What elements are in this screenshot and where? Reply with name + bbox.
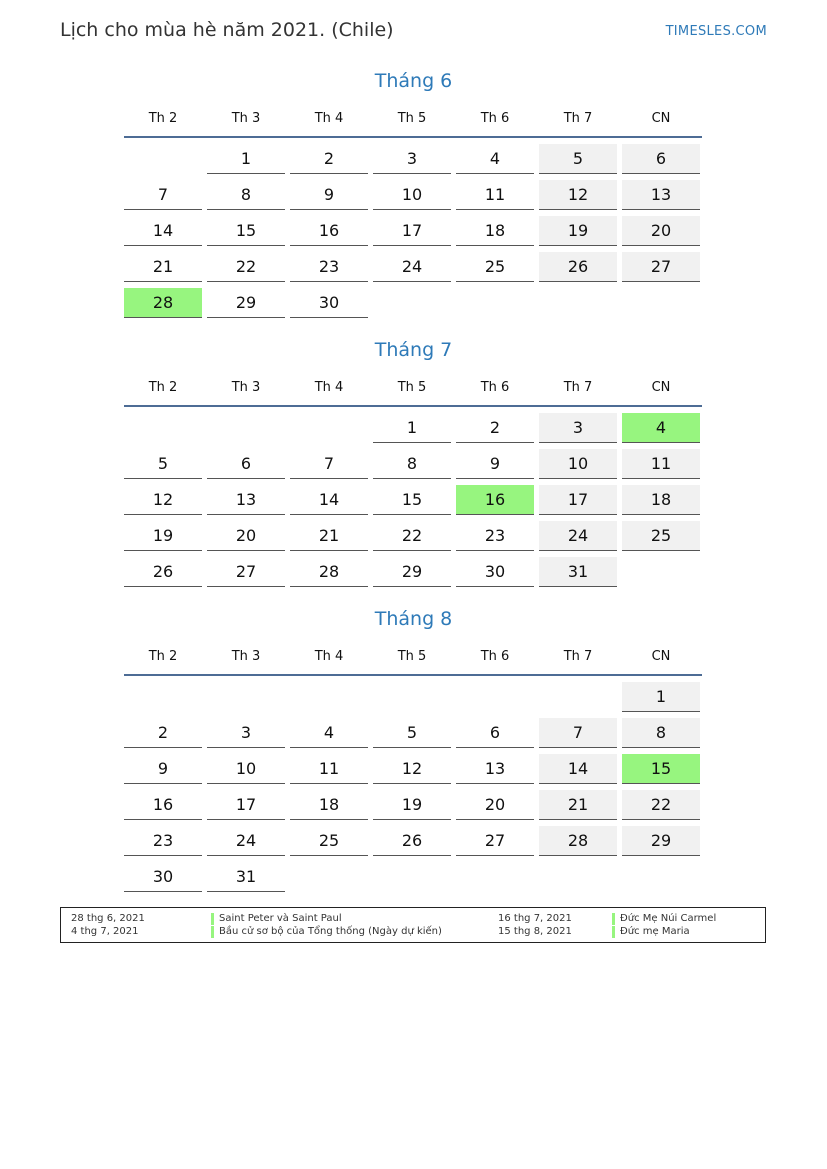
day-cell: 13 <box>207 485 285 515</box>
day-cell: 27 <box>456 826 534 856</box>
weekday-label: Th 6 <box>480 649 510 664</box>
day-cell: 30 <box>290 288 368 318</box>
day-cell: 18 <box>456 216 534 246</box>
day-cell: 13 <box>622 180 700 210</box>
weekday-label: Th 7 <box>563 380 593 395</box>
day-cell: 22 <box>373 521 451 551</box>
weekday-label: Th 6 <box>480 111 510 126</box>
weekday-label: Th 7 <box>563 649 593 664</box>
holiday-day-cell: 4 <box>622 413 700 443</box>
day-cell: 2 <box>290 144 368 174</box>
day-cell: 3 <box>207 718 285 748</box>
day-cell: 23 <box>290 252 368 282</box>
day-cell: 7 <box>539 718 617 748</box>
day-cell: 26 <box>539 252 617 282</box>
legend-holiday-name: Đức Mẹ Núi Carmel <box>612 913 716 925</box>
day-cell: 5 <box>539 144 617 174</box>
day-cell: 2 <box>456 413 534 443</box>
weekday-label: CN <box>651 649 671 664</box>
weekday-label: Th 5 <box>397 649 427 664</box>
month-title: Tháng 6 <box>374 70 453 92</box>
day-cell: 4 <box>456 144 534 174</box>
day-cell: 10 <box>539 449 617 479</box>
legend-row <box>61 913 765 926</box>
day-cell: 14 <box>290 485 368 515</box>
day-cell: 23 <box>456 521 534 551</box>
day-cell: 3 <box>373 144 451 174</box>
holiday-day-cell: 16 <box>456 485 534 515</box>
day-cell: 6 <box>456 718 534 748</box>
weekday-label: Th 2 <box>148 649 178 664</box>
weekday-label: Th 4 <box>314 649 344 664</box>
weekday-label: Th 2 <box>148 111 178 126</box>
day-cell: 24 <box>539 521 617 551</box>
day-cell: 12 <box>124 485 202 515</box>
day-cell: 11 <box>456 180 534 210</box>
day-cell: 25 <box>456 252 534 282</box>
day-cell: 14 <box>124 216 202 246</box>
day-cell: 14 <box>539 754 617 784</box>
day-cell: 20 <box>207 521 285 551</box>
day-cell: 7 <box>124 180 202 210</box>
day-cell: 16 <box>290 216 368 246</box>
day-cell: 1 <box>373 413 451 443</box>
day-cell: 31 <box>207 862 285 892</box>
day-cell: 1 <box>622 682 700 712</box>
day-cell: 26 <box>373 826 451 856</box>
day-cell: 19 <box>124 521 202 551</box>
page-title: Lịch cho mùa hè năm 2021. (Chile) <box>60 19 394 41</box>
day-cell: 26 <box>124 557 202 587</box>
weekday-label: Th 6 <box>480 380 510 395</box>
day-cell: 23 <box>124 826 202 856</box>
day-cell: 12 <box>539 180 617 210</box>
month-grid <box>124 144 702 318</box>
day-cell: 28 <box>539 826 617 856</box>
header-rule <box>124 136 702 138</box>
weekday-label: Th 4 <box>314 380 344 395</box>
weekday-header <box>124 376 702 400</box>
day-cell: 5 <box>124 449 202 479</box>
weekday-label: Th 4 <box>314 111 344 126</box>
weekday-label: Th 5 <box>397 111 427 126</box>
brand-link[interactable]: TIMESLES.COM <box>665 24 767 39</box>
day-cell: 12 <box>373 754 451 784</box>
weekday-label: CN <box>651 111 671 126</box>
day-cell: 21 <box>290 521 368 551</box>
day-cell: 19 <box>539 216 617 246</box>
day-cell: 3 <box>539 413 617 443</box>
day-cell: 25 <box>622 521 700 551</box>
day-cell: 22 <box>622 790 700 820</box>
day-cell: 24 <box>207 826 285 856</box>
day-cell: 27 <box>622 252 700 282</box>
month-grid <box>124 413 702 587</box>
day-cell: 9 <box>456 449 534 479</box>
day-cell: 30 <box>456 557 534 587</box>
legend-date: 28 thg 6, 2021 <box>71 913 145 924</box>
legend-date: 4 thg 7, 2021 <box>71 926 139 937</box>
day-cell: 22 <box>207 252 285 282</box>
day-cell: 6 <box>207 449 285 479</box>
day-cell: 2 <box>124 718 202 748</box>
day-cell: 9 <box>290 180 368 210</box>
weekday-label: Th 3 <box>231 111 261 126</box>
day-cell: 20 <box>622 216 700 246</box>
day-cell: 27 <box>207 557 285 587</box>
legend-date: 16 thg 7, 2021 <box>498 913 572 924</box>
day-cell: 19 <box>373 790 451 820</box>
day-cell: 15 <box>373 485 451 515</box>
day-cell: 18 <box>622 485 700 515</box>
legend-holiday-name: Đức mẹ Maria <box>612 926 690 938</box>
day-cell: 8 <box>373 449 451 479</box>
day-cell: 10 <box>373 180 451 210</box>
day-cell: 17 <box>373 216 451 246</box>
day-cell: 10 <box>207 754 285 784</box>
day-cell: 7 <box>290 449 368 479</box>
holiday-day-cell: 28 <box>124 288 202 318</box>
day-cell: 9 <box>124 754 202 784</box>
day-cell: 1 <box>207 144 285 174</box>
day-cell: 29 <box>622 826 700 856</box>
day-cell: 17 <box>207 790 285 820</box>
weekday-header <box>124 645 702 669</box>
day-cell: 13 <box>456 754 534 784</box>
day-cell: 11 <box>622 449 700 479</box>
day-cell: 15 <box>207 216 285 246</box>
weekday-label: Th 3 <box>231 649 261 664</box>
legend-holiday-name: Bầu cử sơ bộ của Tổng thống (Ngày dự kiến) <box>211 926 442 938</box>
day-cell: 17 <box>539 485 617 515</box>
day-cell: 8 <box>622 718 700 748</box>
legend-row <box>61 926 765 939</box>
day-cell: 21 <box>539 790 617 820</box>
weekday-header <box>124 107 702 131</box>
day-cell: 21 <box>124 252 202 282</box>
month-grid <box>124 682 702 892</box>
holiday-legend <box>60 907 766 943</box>
weekday-label: Th 5 <box>397 380 427 395</box>
weekday-label: Th 3 <box>231 380 261 395</box>
day-cell: 24 <box>373 252 451 282</box>
weekday-label: CN <box>651 380 671 395</box>
month-title: Tháng 8 <box>374 608 453 630</box>
day-cell: 6 <box>622 144 700 174</box>
day-cell: 30 <box>124 862 202 892</box>
holiday-day-cell: 15 <box>622 754 700 784</box>
header-rule <box>124 674 702 676</box>
day-cell: 31 <box>539 557 617 587</box>
day-cell: 5 <box>373 718 451 748</box>
day-cell: 18 <box>290 790 368 820</box>
day-cell: 25 <box>290 826 368 856</box>
day-cell: 29 <box>373 557 451 587</box>
legend-holiday-name: Saint Peter và Saint Paul <box>211 913 342 925</box>
day-cell: 29 <box>207 288 285 318</box>
month-title: Tháng 7 <box>374 339 453 361</box>
legend-date: 15 thg 8, 2021 <box>498 926 572 937</box>
day-cell: 20 <box>456 790 534 820</box>
weekday-label: Th 7 <box>563 111 593 126</box>
weekday-label: Th 2 <box>148 380 178 395</box>
day-cell: 16 <box>124 790 202 820</box>
day-cell: 28 <box>290 557 368 587</box>
day-cell: 4 <box>290 718 368 748</box>
day-cell: 8 <box>207 180 285 210</box>
header-rule <box>124 405 702 407</box>
day-cell: 11 <box>290 754 368 784</box>
